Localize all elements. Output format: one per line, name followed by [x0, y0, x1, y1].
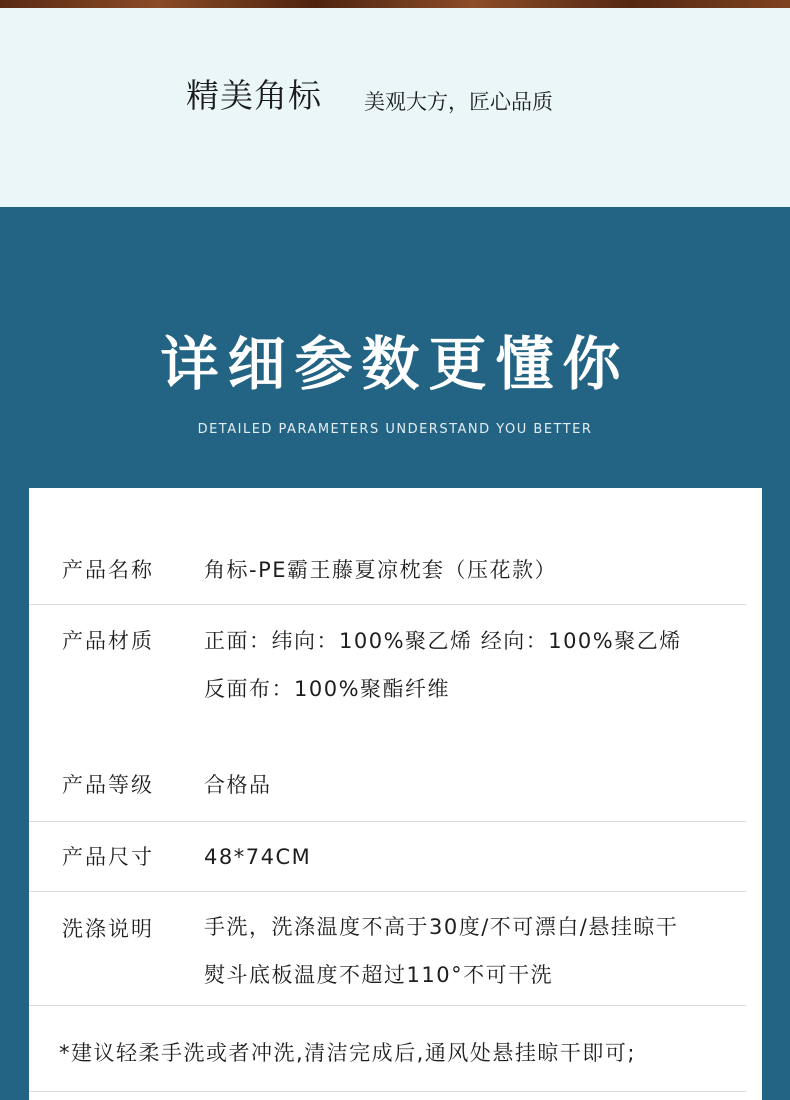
- card-bottom-divider: [29, 1091, 746, 1092]
- section-title: 详细参数更懂你: [160, 330, 630, 398]
- param-row-name: [29, 488, 746, 605]
- param-value: 角标-PE霸王藤夏凉枕套（压花款）: [204, 558, 558, 582]
- section-subtitle: DETAILED PARAMETERS UNDERSTAND YOU BETTER: [197, 422, 593, 437]
- param-value: 48*74CM: [204, 845, 312, 869]
- param-row-size: [29, 822, 746, 892]
- param-label: 产品尺寸: [62, 845, 154, 869]
- care-note: *建议轻柔手洗或者冲洗,清洁完成后,通风处悬挂晾干即可;: [59, 1041, 636, 1065]
- params-card: [29, 488, 762, 1100]
- param-label: 洗涤说明: [62, 917, 154, 941]
- param-row-wash: [29, 892, 746, 1006]
- param-value: 熨斗底板温度不超过110°不可干洗: [204, 963, 554, 987]
- feature-band: [0, 8, 790, 207]
- param-value: 合格品: [204, 773, 272, 797]
- top-image-strip: [0, 0, 790, 8]
- param-label: 产品材质: [62, 629, 154, 653]
- param-value: 正面：纬向：100%聚乙烯 经向：100%聚乙烯: [204, 629, 682, 653]
- param-value: 手洗，洗涤温度不高于30度/不可漂白/悬挂晾干: [204, 915, 679, 939]
- feature-title: 精美角标: [186, 76, 322, 115]
- param-label: 产品等级: [62, 773, 154, 797]
- param-row-grade: [29, 750, 746, 822]
- param-label: 产品名称: [62, 558, 154, 582]
- param-row-material: [29, 605, 746, 749]
- feature-subtitle: 美观大方，匠心品质: [364, 90, 553, 114]
- param-value: 反面布：100%聚酯纤维: [204, 677, 451, 701]
